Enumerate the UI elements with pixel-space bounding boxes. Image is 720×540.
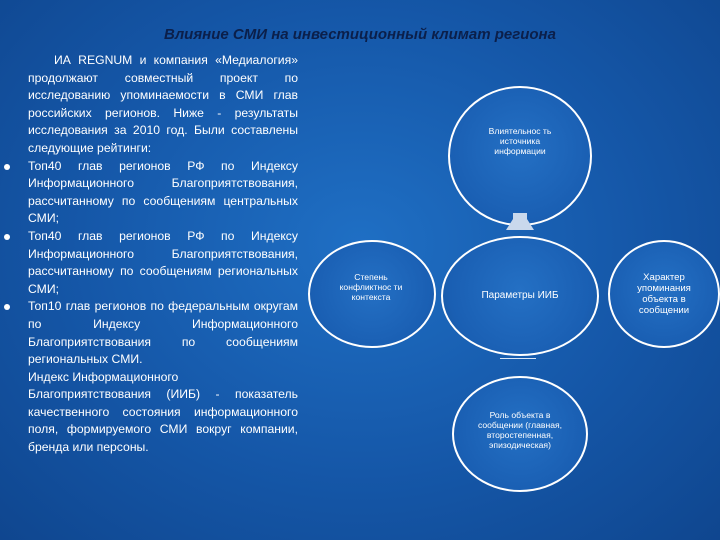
diagram-node-mention — [608, 240, 720, 348]
arrow-up-icon — [500, 210, 540, 230]
index-definition-text: Благоприятствования (ИИБ) - показатель качественного состояния информационного поля, формируемого СМИ вокруг компании, бренда или персоны. — [28, 387, 298, 455]
bullet-icon — [4, 304, 10, 310]
ratings-list — [28, 158, 298, 369]
list-item — [28, 228, 298, 298]
index-definition-lead: Индекс Информационного — [28, 369, 179, 384]
list-item — [28, 158, 298, 228]
diagram-node-params — [441, 236, 599, 356]
list-item-text: Топ40 глав регионов РФ по Индексу Информационного Благоприятствования, рассчитанному по сообщениям центральных СМИ; — [28, 158, 298, 226]
diagram-node-influence — [448, 86, 592, 226]
diagram-node-conflict — [308, 240, 436, 348]
diagram-node-role — [452, 376, 588, 492]
diagram-node-label: Характер упоминания объекта в сообщении — [637, 272, 691, 316]
diagram-node-label: Влиятельнос ть источника информации — [488, 126, 552, 156]
index-definition — [28, 369, 298, 457]
text-block — [28, 52, 298, 457]
list-item-text: Топ40 глав регионов РФ по Индексу Информационного Благоприятствования, рассчитанному по сообщениям региональных СМИ; — [28, 228, 298, 296]
diagram-node-label: Степень конфликтнос ти контекста — [339, 272, 403, 302]
diagram-node-label: Роль объекта в сообщении (главная, второстепенная, эпизодическая) — [477, 410, 563, 450]
divider — [500, 358, 536, 359]
diagram-node-label: Параметры ИИБ — [481, 290, 559, 301]
bullet-icon — [4, 164, 10, 170]
intro-paragraph: ИА REGNUM и компания «Медиалогия» продолжают совместный проект по исследованию упоминаемости в СМИ глав российских регионов. Ниже - результаты исследования за 2010 год. Были составлены следующие рейтинги: — [28, 53, 298, 155]
slide-title: Влияние СМИ на инвестиционный климат региона — [164, 26, 556, 43]
list-item — [28, 298, 298, 368]
bullet-icon — [4, 234, 10, 240]
list-item-text: Топ10 глав регионов по федеральным округам по Индексу Информационного Благоприятствования по сообщениям региональных СМИ. — [28, 299, 298, 367]
